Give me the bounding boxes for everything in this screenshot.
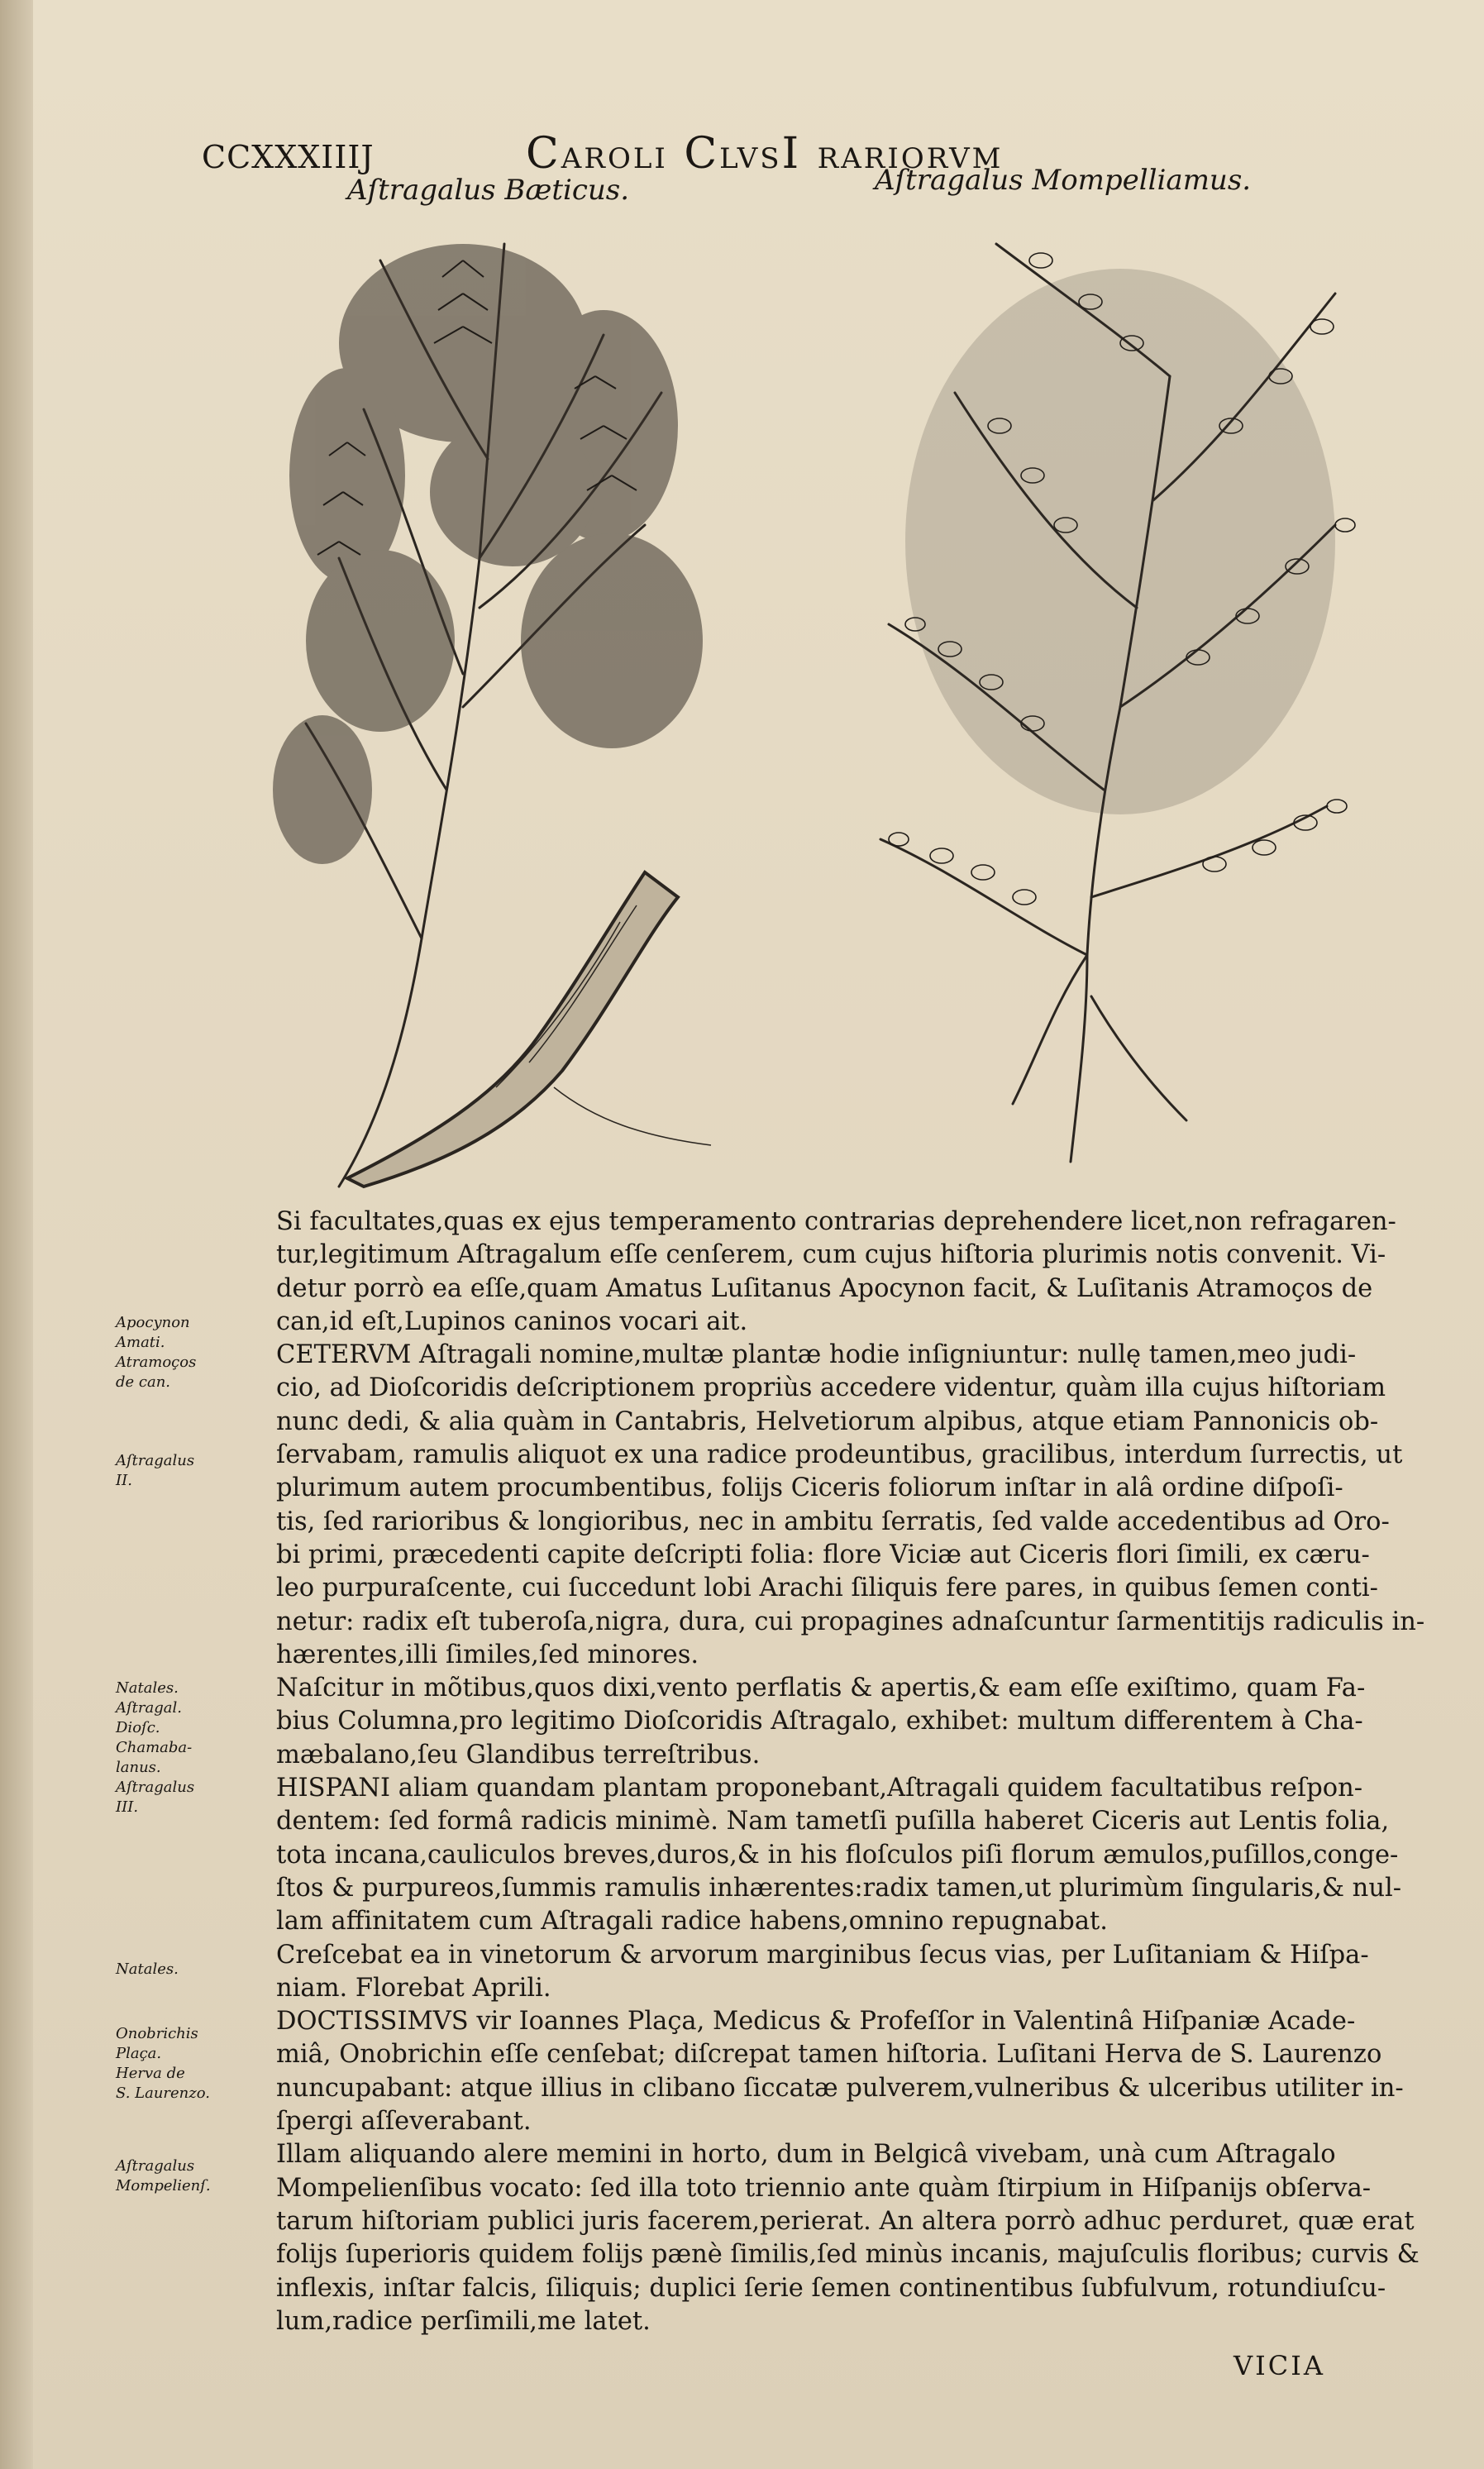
margin-note: Aſtragalus Mompelienſ. <box>116 2157 211 2194</box>
title-initial: C <box>526 129 561 179</box>
page-gutter-shadow <box>0 0 33 2469</box>
title-word: LVS <box>719 142 782 175</box>
title-word: RARIORVM <box>817 142 1004 175</box>
paragraph: Naſcitur in mõtibus,quos dixi,vento perflatis & apertis,& eam eſſe exiſtimo, quam Fa- bius Columna,pro legitimo Dioſcoridis Aſtragalo, exhibet: multum differentem à Cha- mæbalano,ſeu Glandibus terreſtribus. <box>276 1674 1366 1769</box>
body-text <box>261 1206 1425 2338</box>
title-initial: I <box>781 129 802 179</box>
folio-number: CCXXXIIIJ <box>202 139 375 175</box>
paragraph: DOCTISSIMVS vir Ioannes Plaça, Medicus & Profeſſor in Valentinâ Hiſpaniæ Acade- miâ, Onobrichin eſſe cenſebat; diſcrepat tamen hiſtoria. Luſitani Herva de S. Laurenzo nuncupabant: atque illius in clibano ſiccatæ pulverem,vulneribus & ulceribus utiliter in- ſpergi aſſeverabant. <box>276 2007 1404 2137</box>
paragraph: Si facultates,quas ex ejus temperamento contrarias deprehendere licet,non refragaren- tur,legitimum Aſtragalum eſſe cenſerem, cum cujus hiſtoria plurimis notis convenit. Vi- detur porrò ea eſſe,quam Amatus Luſitanus Apocynon facit, & Luſitanis Atramoços de can,id eſt,Lupinos caninos vocari ait. <box>276 1207 1396 1336</box>
paragraph: CETERVM Aſtragali nomine,multæ plantæ hodie inſigniuntur: nullę tamen,meo judi- cio, ad Dioſcoridis deſcriptionem propriùs accedere videntur, quàm illa cujus hiſtoriam nunc dedi, & alia quàm in Cantabris, Helvetiorum alpibus, atque etiam Pannonicis ob- ſervabam, ramulis aliquot ex una radice prodeuntibus, gracilibus, interdum ſurrectis, ut plurimum autem procumbentibus, folijs Ciceris foliorum inſtar in alâ ordine diſpoſi- tis, ſed rarioribus & longioribus, nec in ambitu ſerratis, ſed valde accedentibus ad Oro- bi primi, præcedenti capite deſcripti folia: flore Viciæ aut Ciceris flori ſimili, ex cæru- leo purpuraſcente, cui ſuccedunt lobi Arachi ſiliquis fere pares, in quibus ſemen conti- netur: radix eſt tuberoſa,nigra, dura, cui propagines adnaſcuntur ſarmentitijs radiculis in- hærentes,illi ſimiles,ſed minores. <box>276 1340 1425 1669</box>
paragraph: Illam aliquando alere memini in horto, dum in Belgicâ vivebam, unà cum Aſtragalo Mompelienſibus vocato: ſed illa toto triennio ante quàm ſtirpium in Hiſpanijs obſerva- tarum hiſtoriam publici juris facerem,perierat. An altera porrò adhuc perduret, quæ erat folijs ſuperioris quidem folijs pænè ſimilis,ſed minùs incanis, majuſculis floribus; curvis & inflexis, inſtar falcis, ſiliquis; duplici ſerie ſemen continentibus ſubfulvum, rotundiuſcu- lum,radice perſimili,me latet. <box>276 2140 1420 2336</box>
figure-caption-right: Aſtragalus Mompelliamus. <box>875 164 1252 197</box>
figure-caption-left: Aſtragalus Bæticus. <box>347 174 630 207</box>
paragraph: Creſcebat ea in vinetorum & arvorum marginibus ſecus vias, per Luſitaniam & Hiſpa- niam. Florebat Aprili. <box>276 1940 1369 2003</box>
page-header <box>0 124 1484 190</box>
margin-note: Aſtragalus II. <box>116 1452 195 1489</box>
margin-note: Natales. <box>116 1960 179 1978</box>
title-initial: C <box>684 129 720 179</box>
catchword: VICIA <box>1233 2350 1325 2381</box>
title-word: AROLI <box>561 142 668 175</box>
astragalus-baeticus-woodcut <box>215 211 777 1203</box>
paragraph: HISPANI aliam quandam plantam proponebant,Aſtragali quidem facultatibus reſpon- dentem: ſed formâ radicis minimè. Nam tametſi puſilla haberet Ciceris aut Lentis folia, tota incana,cauliculos breves,duros,& in his floſculos piſi florum æmulos,puſillos,conge- ſtos & purpureos,ſummis ramulis inhærentes:radix tamen,ut plurimùm ſingularis,& nul- lam affinitatem cum Aſtragali radice habens,omnino repugnabat. <box>276 1774 1402 1937</box>
margin-note: Apocynon Amati. Atramoços de can. <box>116 1314 197 1391</box>
margin-note: Onobrichis Plaça. Herva de S. Laurenzo. <box>116 2025 210 2102</box>
astragalus-mompelliamus-woodcut <box>806 211 1385 1187</box>
margin-note: Natales. Aſtragal. Dioſc. Chamaba- lanus. Aſtragalus III. <box>116 1679 195 1816</box>
